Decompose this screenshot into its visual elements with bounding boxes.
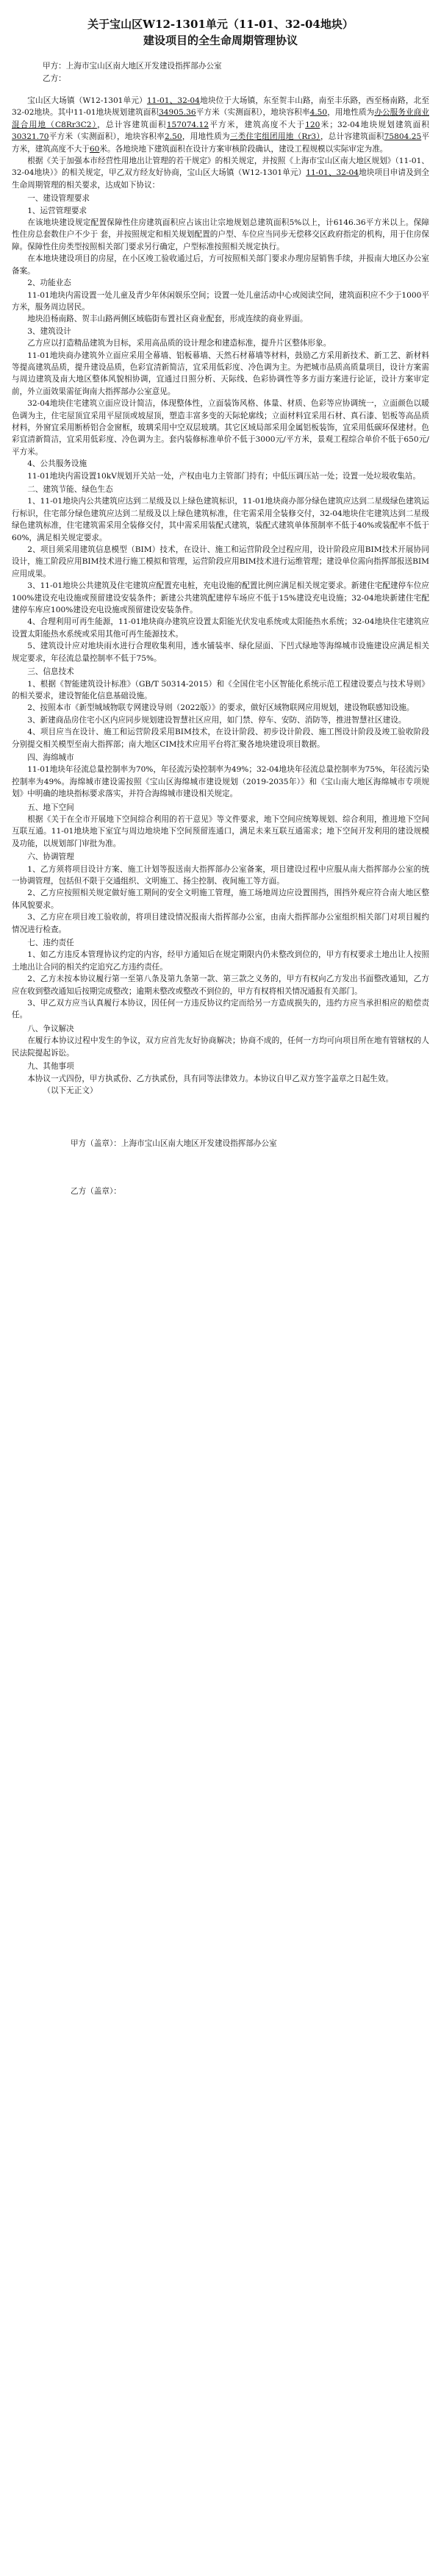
section-paragraph: 2、乙方未按本协议履行第一至第八条及第九条第一款、第三款之义务的，甲方有权向乙方发出书面整改通知，乙方应在收到整改通知后按期完成整改；逾期未整改或整改不到位的，甲方有权将相关情况通报有关部门。 [12, 975, 429, 996]
section-heading: 一、建设管理要求 [27, 194, 90, 204]
intro-paragraph-1: 宝山区大场镇（W12-1301单元）11-01、32-04地块位于大场镇，东至贺丰山路，南至丰乐路，西至杨南路，北至32-02地块。其中11-01地块规划建筑面积34905.36平方米（实测面积），地块容积率4.50，用地性质为办公服务业商业混合用地（C8Rr3C2），总计容建筑面积157074.12平方米，建筑高度不大于120米；32-04地块规划建筑面积30321.70平方米（实测面积），地块容积率2.50，用地性质为三类住宅组团用地（Rr3），总计容建筑面积75804.25平方米，建筑高度不大于60米。各地块地下建筑面积在设计方案审核阶段确认，建设工程规模以实际审定为准。 [12, 96, 430, 154]
section-paragraph: 11-01地块年径流总量控制率为70%，年径流污染控制率为49%；32-04地块年径流总量控制率为75%，年径流污染控制率为49%。海绵城市建设需按照《宝山区海绵城市建设规划（2019-2035年）》和《宝山南大地区海绵城市专项规划》中明确的地块指标要求落实，并符合海绵城市建设相关规定。 [12, 765, 429, 799]
section-paragraph: 在本地块建设项目的房屋，在小区竣工验收通过后，方可按照相关部门要求办理房屋销售手续，并报南大地区办公室备案。 [12, 254, 429, 276]
section-paragraph: 3、乙方应在项目竣工验收前，将项目建设情况报南大指挥部办公室，由南大指挥部办公室组织相关部门对项目履约情况进行检查。 [12, 913, 429, 934]
section-paragraph: 2、项目须采用建筑信息模型（BIM）技术，在设计、施工和运营阶段全过程应用，设计阶段应用BIM技术开展协同设计，施工阶段应用BIM技术进行施工模拟和管理，运营阶段应用BIM技术进行运维管理；建设单位需向指挥部报送BIM应用成果。 [12, 545, 429, 578]
section-heading: 六、协调管理 [27, 853, 74, 862]
document-title-line-1: 关于宝山区W12-1301单元（11-01、32-04地块） [87, 18, 354, 31]
section-paragraph: 3、甲乙双方应当认真履行本协议，因任何一方违反协议约定而给另一方造成损失的，违约方应当承担相应的赔偿责任。 [12, 999, 429, 1020]
section-paragraph: 1、如乙方违反本管理协议约定的内容，经甲方通知后在规定期限内仍未整改到位的，甲方有权要求土地出让人按照土地出让合同的相关约定追究乙方违约责任。 [12, 950, 429, 972]
subsection-heading: 4、公共服务设施 [27, 459, 87, 469]
section-paragraph: 11-01地块内需设置一处儿童及青少年休闲娱乐空间；设置一处儿童活动中心或阅读空间，建筑面积应不少于1000平方米，服务周边居民。 [12, 290, 429, 312]
section-paragraph: 本协议一式四份，甲方执贰份、乙方执贰份，具有同等法律效力。本协议自甲乙双方签字盖章之日起生效。 [27, 1074, 394, 1083]
section-paragraph: 2、按照本市《新型城域物联专网建设导则（2022版）》的要求，做好区域物联网应用规划，建设物联感知设施。 [27, 703, 415, 713]
section-paragraph: 2、乙方应按照相关规定做好施工期间的安全文明施工管理，施工场地周边应设置围挡，围挡外观应符合南大地区整体风貌要求。 [12, 889, 429, 910]
section-paragraph: 乙方应以打造精品建筑为目标，采用高品质的设计理念和建造标准，提升片区整体形象。 [27, 339, 331, 348]
section-paragraph: 地块沿杨南路、贺丰山路两侧区域临街布置社区商业配套，形成连续的商业界面。 [27, 315, 308, 324]
party-b-line: 乙方： [43, 73, 66, 83]
section-paragraph: 11-01地块商办建筑外立面应采用全幕墙、铝板幕墙、天然石材幕墙等材料，鼓励乙方采用新技术、新工艺、新材料等提高建筑品质，提升建设品质，色彩宜清新简洁，宜采用低彩度、冷色调为主。为把城市品质高质量项目，设计方案需与周边建筑及南大地区整体风貌相协调，宜通过日照分析、天际线、色彩协调性等多方面方案进行论证，设计方案审定前，外立面效果需征询南大指挥部办公室意见。 [12, 351, 429, 396]
signature-party-a: 甲方（盖章）：上海市宝山区南大地区开发建设指挥部办公室 [71, 1139, 277, 1149]
section-heading: 三、信息技术 [27, 667, 74, 677]
agreement-sections [12, 193, 429, 1085]
document-title-line-2: 建设项目的全生命周期管理协议 [143, 34, 298, 47]
subsection-heading: 2、功能业态 [27, 279, 71, 288]
subsection-heading: 3、建筑设计 [27, 326, 71, 336]
section-heading: 四、海绵城市 [27, 753, 74, 762]
section-paragraph: 1、乙方须将项目设计方案、施工计划等报送南大指挥部办公室备案，项目建设过程中应服从南大指挥部办公室的统一协调管理，包括但不限于交通组织、文明施工、扬尘控制、夜间施工等方面。 [12, 864, 429, 886]
closing-note: （以下无正文） [43, 1086, 98, 1095]
section-heading: 九、其他事项 [27, 1062, 74, 1072]
section-paragraph: 3、11-01地块公共建筑及住宅建筑应配置充电桩，充电设施的配置比例应满足相关规定要求。新建住宅配建停车位应100%建设充电设施或预留建设安装条件；新建公共建筑配建停车场应不低于15%建设充电设施；32-04地块新建住宅配建停车库应100%建设充电设施或预留建设安装条件。 [12, 581, 429, 615]
section-heading: 七、违约责任 [27, 939, 74, 948]
subsection-heading: 1、运营管理要求 [27, 206, 87, 215]
intro-paragraph-2: 根据《关于加强本市经营性用地出让管理的若干规定》的相关规定，并按照《上海市宝山区南大地区规划》（11-01、32-04地块）》的相关规定，甲乙双方经友好协商，宝山区大场镇（W12-1301单元）11-01、32-04地块项目申请及到全生命周期管理的相关要求，达成如下协议： [12, 157, 430, 190]
section-paragraph: 在该地块建设规定配置保障性住房建筑面积应占该出让宗地规划总建筑面积5%以上，计6146.36平方米以上。保障性住房总套数住户不少于 套，并按照规定和相关规划配置的户型、车位应当同步无偿移交区政府指定的机构，用于住房保障。保障性住房类型按照相关部门要求另行确定，户型标准按照相关规定执行。 [12, 218, 429, 251]
section-paragraph: 根据《关于在全市开展地下空间综合利用的若干意见》等文件要求，地下空间应统筹规划、综合利用，推进地下空间互联互通。11-01地块地下室宜与周边地块地下空间预留连通口，满足未来互联互通需求；地下空间开发利用的建设规模及功能，以规划部门审批为准。 [12, 814, 429, 848]
section-paragraph: 4、项目应当在设计、施工和运营阶段采用BIM技术，在设计阶段、初步设计阶段、施工图设计阶段及竣工验收阶段分别提交相关模型至南大指挥部；南大地区CIM技术应用平台将汇聚各地块建设项目数据。 [12, 728, 429, 749]
section-paragraph: 在履行本协议过程中发生的争议，双方应首先友好协商解决；协商不成的，任何一方均可向项目所在地有管辖权的人民法院提起诉讼。 [12, 1036, 429, 1058]
section-paragraph: 5、建筑设计应对地块雨水进行合理收集利用，透水铺装率、绿化屋面、下凹式绿地等海绵城市设施建设应满足相关规定要求，年径流总量控制率不低于75%。 [12, 642, 429, 663]
signature-party-b: 乙方（盖章）： [71, 1186, 121, 1196]
section-paragraph: 4、合理利用可再生能源，11-01地块商办建筑应设置太阳能光伏发电系统或太阳能热水系统；32-04地块住宅建筑应设置太阳能热水系统或采用其他可再生能源技术。 [12, 617, 429, 639]
section-paragraph: 1、根据《智能建筑设计标准》（GB/T 50314-2015）和《全国住宅小区智能化系统示范工程建设要点与技术导则》的相关要求，建设智能化信息基础设施。 [12, 679, 429, 700]
section-heading: 八、争议解决 [27, 1024, 74, 1033]
section-heading: 二、建筑节能、绿色生态 [27, 485, 113, 494]
section-paragraph: 11-01地块内需设置10kV规划开关站一处，产权由电力主管部门持有；中低压调压站一处；设置一处垃圾收集站。 [27, 471, 420, 481]
party-a-line: 甲方：上海市宝山区南大地区开发建设指挥部办公室 [43, 62, 222, 71]
section-heading: 五、地下空间 [27, 803, 74, 812]
section-paragraph: 1、11-01地块内公共建筑应达到二星级及以上绿色建筑标识，11-01地块商办部分绿色建筑应达到二星级绿色建筑运行标识，住宅部分绿色建筑应达到二星级及以上绿色建筑标准，住宅需采用全装修交付，32-04地块住宅建筑达到二星级绿色建筑标准，住宅建筑需采用全装修交付，其中需采用装配式建筑，装配式建筑单体预制率不低于40%或装配率不低于60%，满足相关规定要求。 [12, 497, 429, 542]
section-paragraph: 32-04地块住宅建筑立面应设计简洁，体现整体性，立面装饰风格、体量、材质、色彩等应协调统一，立面颜色以暖色调为主，住宅屋顶宜采用平屋顶或坡屋顶，塑造丰富多变的天际轮廓线；立面材料宜采用石材、真石漆、铝板等高品质材料，外窗宜采用断桥铝合金窗框，玻璃采用中空双层玻璃。其它区域局部采用金属铝板装饰，宜采用低碳环保建材。色彩宜清新简洁，宜采用低彩度、冷色调为主。套内装修标准单价不低于3000元/平方米，景观工程综合单价不低于650元/平方米。 [12, 399, 429, 456]
section-paragraph: 3、新建商品房住宅小区内应同步规划建设智慧社区应用，如门禁、停车、安防、消防等，推进智慧社区建设。 [27, 715, 406, 725]
